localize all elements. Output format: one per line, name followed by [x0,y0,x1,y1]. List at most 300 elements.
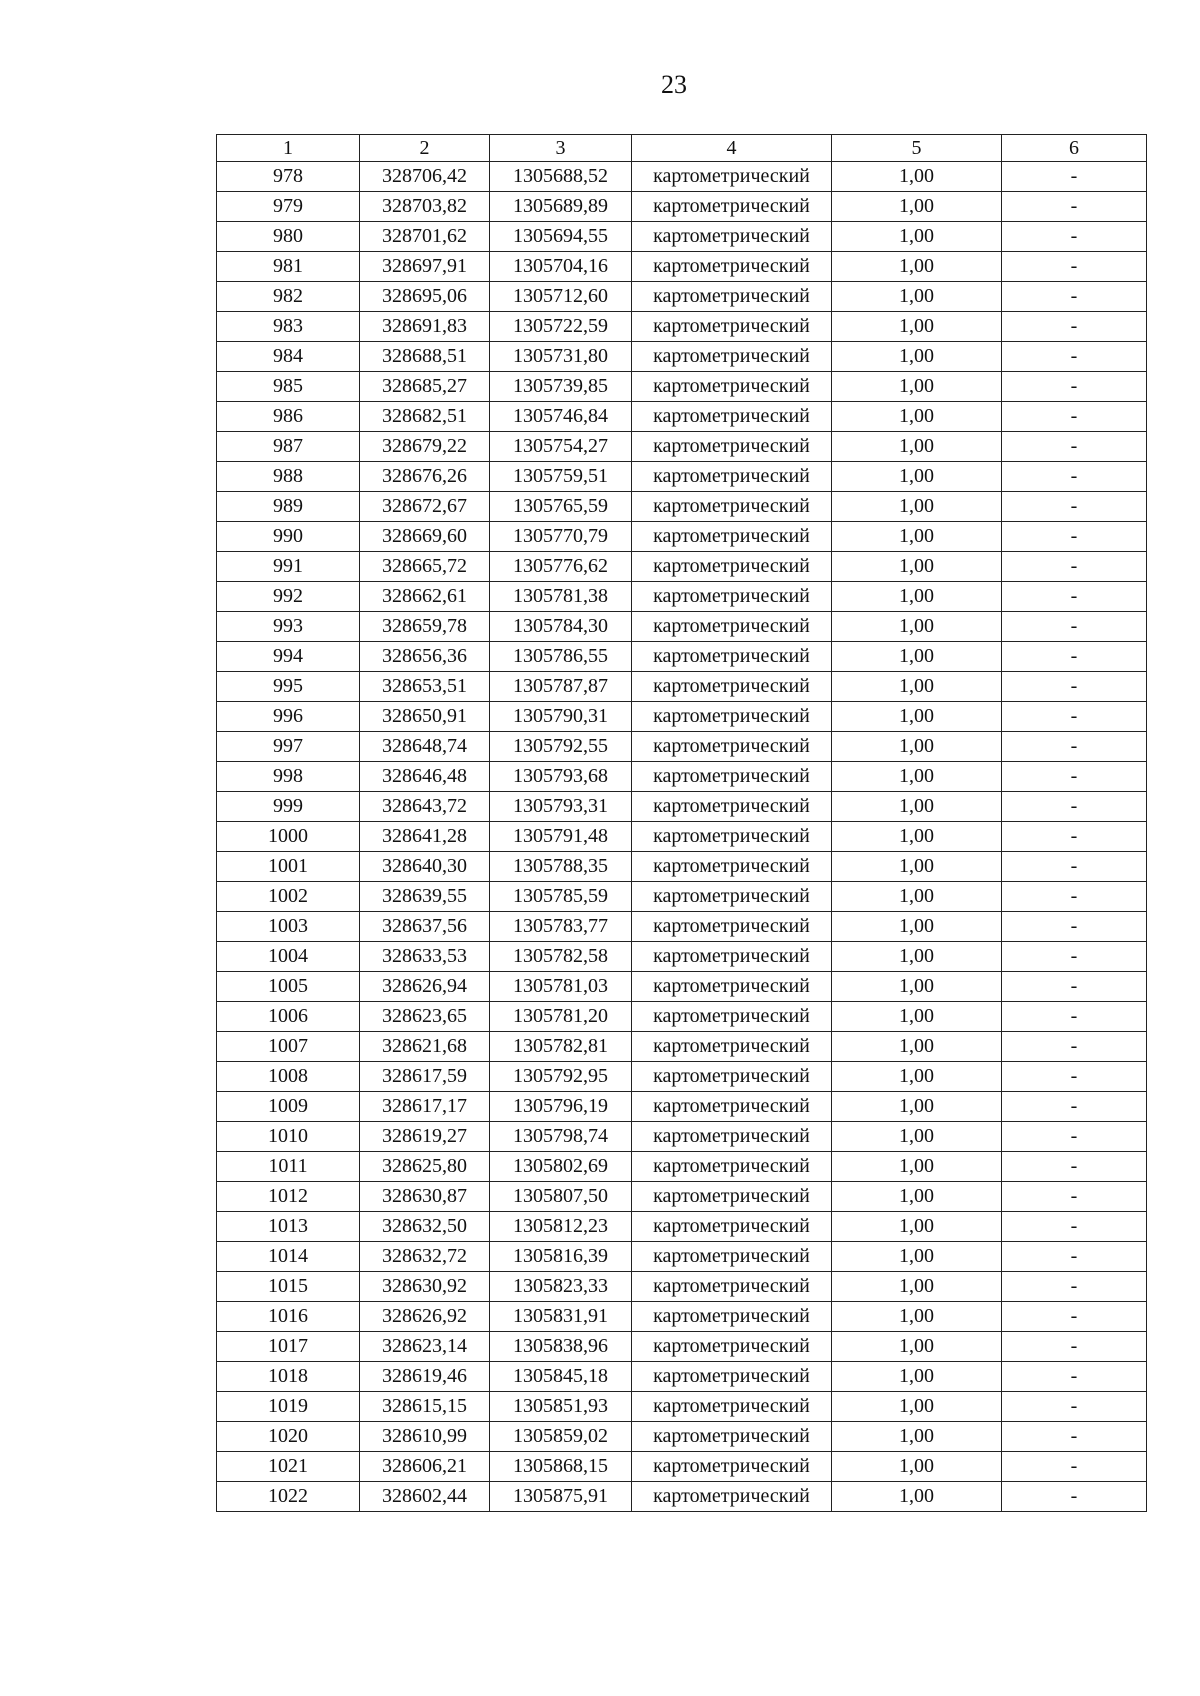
point-number-cell: 982 [217,282,360,312]
y-coordinate-cell: 1305694,55 [490,222,632,252]
method-cell: картометрический [632,372,832,402]
method-cell: картометрический [632,582,832,612]
y-coordinate-cell: 1305770,79 [490,522,632,552]
accuracy-cell: 1,00 [832,942,1002,972]
accuracy-cell: 1,00 [832,432,1002,462]
table-row [217,372,1147,402]
method-cell: картометрический [632,252,832,282]
note-cell: - [1002,672,1147,702]
y-coordinate-cell: 1305793,31 [490,792,632,822]
y-coordinate-cell: 1305798,74 [490,1122,632,1152]
accuracy-cell: 1,00 [832,1032,1002,1062]
method-cell: картометрический [632,462,832,492]
y-coordinate-cell: 1305823,33 [490,1272,632,1302]
x-coordinate-cell: 328615,15 [360,1392,490,1422]
accuracy-cell: 1,00 [832,402,1002,432]
y-coordinate-cell: 1305722,59 [490,312,632,342]
accuracy-cell: 1,00 [832,552,1002,582]
x-coordinate-cell: 328617,59 [360,1062,490,1092]
x-coordinate-cell: 328637,56 [360,912,490,942]
x-coordinate-cell: 328653,51 [360,672,490,702]
point-number-cell: 1002 [217,882,360,912]
table-row [217,462,1147,492]
table-row [217,552,1147,582]
y-coordinate-cell: 1305788,35 [490,852,632,882]
accuracy-cell: 1,00 [832,462,1002,492]
point-number-cell: 1014 [217,1242,360,1272]
page-number: 23 [661,70,687,99]
table-row [217,1302,1147,1332]
x-coordinate-cell: 328619,46 [360,1362,490,1392]
accuracy-cell: 1,00 [832,792,1002,822]
point-number-cell: 992 [217,582,360,612]
accuracy-cell: 1,00 [832,1182,1002,1212]
table-row [217,192,1147,222]
y-coordinate-cell: 1305791,48 [490,822,632,852]
accuracy-cell: 1,00 [832,1152,1002,1182]
table-body [217,162,1147,1512]
accuracy-cell: 1,00 [832,582,1002,612]
note-cell: - [1002,642,1147,672]
note-cell: - [1002,972,1147,1002]
note-cell: - [1002,282,1147,312]
y-coordinate-cell: 1305765,59 [490,492,632,522]
x-coordinate-cell: 328679,22 [360,432,490,462]
x-coordinate-cell: 328665,72 [360,552,490,582]
note-cell: - [1002,1272,1147,1302]
y-coordinate-cell: 1305739,85 [490,372,632,402]
point-number-cell: 1012 [217,1182,360,1212]
note-cell: - [1002,732,1147,762]
point-number-cell: 1000 [217,822,360,852]
x-coordinate-cell: 328688,51 [360,342,490,372]
table-row [217,492,1147,522]
note-cell: - [1002,1212,1147,1242]
note-cell: - [1002,612,1147,642]
method-cell: картометрический [632,792,832,822]
note-cell: - [1002,1002,1147,1032]
accuracy-cell: 1,00 [832,1392,1002,1422]
table-row [217,762,1147,792]
table-row [217,672,1147,702]
note-cell: - [1002,252,1147,282]
note-cell: - [1002,822,1147,852]
table-row [217,1422,1147,1452]
y-coordinate-cell: 1305868,15 [490,1452,632,1482]
accuracy-cell: 1,00 [832,1092,1002,1122]
point-number-cell: 1011 [217,1152,360,1182]
x-coordinate-cell: 328659,78 [360,612,490,642]
method-cell: картометрический [632,642,832,672]
method-cell: картометрический [632,1002,832,1032]
y-coordinate-cell: 1305746,84 [490,402,632,432]
note-cell: - [1002,1302,1147,1332]
note-cell: - [1002,312,1147,342]
note-cell: - [1002,552,1147,582]
x-coordinate-cell: 328706,42 [360,162,490,192]
table-header-row [217,135,1147,162]
y-coordinate-cell: 1305776,62 [490,552,632,582]
y-coordinate-cell: 1305807,50 [490,1182,632,1212]
method-cell: картометрический [632,1422,832,1452]
point-number-cell: 994 [217,642,360,672]
point-number-cell: 997 [217,732,360,762]
y-coordinate-cell: 1305859,02 [490,1422,632,1452]
y-coordinate-cell: 1305875,91 [490,1482,632,1512]
accuracy-cell: 1,00 [832,312,1002,342]
method-cell: картометрический [632,192,832,222]
method-cell: картометрический [632,282,832,312]
table-row [217,792,1147,822]
x-coordinate-cell: 328669,60 [360,522,490,552]
point-number-cell: 984 [217,342,360,372]
point-number-cell: 1013 [217,1212,360,1242]
x-coordinate-cell: 328606,21 [360,1452,490,1482]
x-coordinate-cell: 328610,99 [360,1422,490,1452]
method-cell: картометрический [632,1182,832,1212]
point-number-cell: 979 [217,192,360,222]
y-coordinate-cell: 1305816,39 [490,1242,632,1272]
point-number-cell: 996 [217,702,360,732]
note-cell: - [1002,222,1147,252]
accuracy-cell: 1,00 [832,522,1002,552]
note-cell: - [1002,1362,1147,1392]
note-cell: - [1002,1482,1147,1512]
y-coordinate-cell: 1305790,31 [490,702,632,732]
accuracy-cell: 1,00 [832,822,1002,852]
table-row [217,1032,1147,1062]
table-row [217,972,1147,1002]
method-cell: картометрический [632,222,832,252]
table-row [217,852,1147,882]
x-coordinate-cell: 328662,61 [360,582,490,612]
accuracy-cell: 1,00 [832,612,1002,642]
table-row [217,282,1147,312]
x-coordinate-cell: 328697,91 [360,252,490,282]
point-number-cell: 1007 [217,1032,360,1062]
point-number-cell: 1020 [217,1422,360,1452]
note-cell: - [1002,1092,1147,1122]
y-coordinate-cell: 1305838,96 [490,1332,632,1362]
table-row [217,402,1147,432]
method-cell: картометрический [632,672,832,702]
method-cell: картометрический [632,1212,832,1242]
note-cell: - [1002,492,1147,522]
y-coordinate-cell: 1305759,51 [490,462,632,492]
y-coordinate-cell: 1305781,20 [490,1002,632,1032]
table-row [217,582,1147,612]
table-row [217,1152,1147,1182]
note-cell: - [1002,1452,1147,1482]
method-cell: картометрический [632,402,832,432]
y-coordinate-cell: 1305793,68 [490,762,632,792]
accuracy-cell: 1,00 [832,1062,1002,1092]
accuracy-cell: 1,00 [832,282,1002,312]
table-row [217,1482,1147,1512]
coordinates-table [216,134,1147,1512]
x-coordinate-cell: 328626,92 [360,1302,490,1332]
x-coordinate-cell: 328676,26 [360,462,490,492]
table-row [217,1272,1147,1302]
point-number-cell: 978 [217,162,360,192]
method-cell: картометрический [632,1122,832,1152]
y-coordinate-cell: 1305831,91 [490,1302,632,1332]
x-coordinate-cell: 328643,72 [360,792,490,822]
note-cell: - [1002,1182,1147,1212]
note-cell: - [1002,402,1147,432]
table-row [217,912,1147,942]
x-coordinate-cell: 328639,55 [360,882,490,912]
accuracy-cell: 1,00 [832,1302,1002,1332]
accuracy-cell: 1,00 [832,762,1002,792]
y-coordinate-cell: 1305802,69 [490,1152,632,1182]
accuracy-cell: 1,00 [832,1242,1002,1272]
method-cell: картометрический [632,912,832,942]
y-coordinate-cell: 1305786,55 [490,642,632,672]
note-cell: - [1002,342,1147,372]
method-cell: картометрический [632,1092,832,1122]
method-cell: картометрический [632,552,832,582]
table-row [217,732,1147,762]
table-row [217,312,1147,342]
note-cell: - [1002,1332,1147,1362]
note-cell: - [1002,1422,1147,1452]
table-row [217,252,1147,282]
point-number-cell: 989 [217,492,360,522]
note-cell: - [1002,522,1147,552]
accuracy-cell: 1,00 [832,1422,1002,1452]
point-number-cell: 1005 [217,972,360,1002]
y-coordinate-cell: 1305754,27 [490,432,632,462]
note-cell: - [1002,942,1147,972]
table-row [217,1182,1147,1212]
table-row [217,432,1147,462]
accuracy-cell: 1,00 [832,1002,1002,1032]
accuracy-cell: 1,00 [832,702,1002,732]
method-cell: картометрический [632,1242,832,1272]
x-coordinate-cell: 328625,80 [360,1152,490,1182]
accuracy-cell: 1,00 [832,252,1002,282]
method-cell: картометрический [632,972,832,1002]
x-coordinate-cell: 328656,36 [360,642,490,672]
accuracy-cell: 1,00 [832,912,1002,942]
point-number-cell: 1004 [217,942,360,972]
point-number-cell: 981 [217,252,360,282]
table-row [217,162,1147,192]
note-cell: - [1002,852,1147,882]
x-coordinate-cell: 328617,17 [360,1092,490,1122]
note-cell: - [1002,1392,1147,1422]
y-coordinate-cell: 1305731,80 [490,342,632,372]
x-coordinate-cell: 328650,91 [360,702,490,732]
table-row [217,1122,1147,1152]
accuracy-cell: 1,00 [832,1362,1002,1392]
column-header: 4 [632,135,832,162]
y-coordinate-cell: 1305782,58 [490,942,632,972]
y-coordinate-cell: 1305792,95 [490,1062,632,1092]
x-coordinate-cell: 328672,67 [360,492,490,522]
x-coordinate-cell: 328623,14 [360,1332,490,1362]
point-number-cell: 988 [217,462,360,492]
x-coordinate-cell: 328602,44 [360,1482,490,1512]
method-cell: картометрический [632,1332,832,1362]
accuracy-cell: 1,00 [832,192,1002,222]
note-cell: - [1002,462,1147,492]
table-row [217,222,1147,252]
point-number-cell: 983 [217,312,360,342]
method-cell: картометрический [632,942,832,972]
table-row [217,642,1147,672]
method-cell: картометрический [632,1362,832,1392]
accuracy-cell: 1,00 [832,852,1002,882]
x-coordinate-cell: 328633,53 [360,942,490,972]
table-row [217,882,1147,912]
point-number-cell: 987 [217,432,360,462]
method-cell: картометрический [632,852,832,882]
y-coordinate-cell: 1305784,30 [490,612,632,642]
y-coordinate-cell: 1305812,23 [490,1212,632,1242]
table-row [217,822,1147,852]
point-number-cell: 1018 [217,1362,360,1392]
point-number-cell: 1003 [217,912,360,942]
method-cell: картометрический [632,822,832,852]
point-number-cell: 1008 [217,1062,360,1092]
point-number-cell: 1015 [217,1272,360,1302]
method-cell: картометрический [632,1272,832,1302]
table-row [217,942,1147,972]
method-cell: картометрический [632,1062,832,1092]
accuracy-cell: 1,00 [832,1332,1002,1362]
note-cell: - [1002,1122,1147,1152]
y-coordinate-cell: 1305689,89 [490,192,632,222]
accuracy-cell: 1,00 [832,222,1002,252]
x-coordinate-cell: 328632,72 [360,1242,490,1272]
column-header: 1 [217,135,360,162]
method-cell: картометрический [632,342,832,372]
table-row [217,1002,1147,1032]
note-cell: - [1002,372,1147,402]
column-header: 6 [1002,135,1147,162]
y-coordinate-cell: 1305781,03 [490,972,632,1002]
point-number-cell: 1019 [217,1392,360,1422]
method-cell: картометрический [632,882,832,912]
y-coordinate-cell: 1305845,18 [490,1362,632,1392]
x-coordinate-cell: 328640,30 [360,852,490,882]
method-cell: картометрический [632,762,832,792]
y-coordinate-cell: 1305712,60 [490,282,632,312]
x-coordinate-cell: 328630,87 [360,1182,490,1212]
note-cell: - [1002,192,1147,222]
y-coordinate-cell: 1305796,19 [490,1092,632,1122]
y-coordinate-cell: 1305785,59 [490,882,632,912]
point-number-cell: 999 [217,792,360,822]
note-cell: - [1002,432,1147,462]
note-cell: - [1002,912,1147,942]
method-cell: картометрический [632,312,832,342]
x-coordinate-cell: 328641,28 [360,822,490,852]
x-coordinate-cell: 328632,50 [360,1212,490,1242]
method-cell: картометрический [632,1392,832,1422]
y-coordinate-cell: 1305704,16 [490,252,632,282]
accuracy-cell: 1,00 [832,1212,1002,1242]
method-cell: картометрический [632,492,832,522]
point-number-cell: 1009 [217,1092,360,1122]
x-coordinate-cell: 328630,92 [360,1272,490,1302]
accuracy-cell: 1,00 [832,1272,1002,1302]
method-cell: картометрический [632,432,832,462]
x-coordinate-cell: 328701,62 [360,222,490,252]
note-cell: - [1002,792,1147,822]
table-row [217,1362,1147,1392]
x-coordinate-cell: 328685,27 [360,372,490,402]
x-coordinate-cell: 328619,27 [360,1122,490,1152]
point-number-cell: 1022 [217,1482,360,1512]
accuracy-cell: 1,00 [832,672,1002,702]
point-number-cell: 1016 [217,1302,360,1332]
point-number-cell: 985 [217,372,360,402]
y-coordinate-cell: 1305782,81 [490,1032,632,1062]
y-coordinate-cell: 1305792,55 [490,732,632,762]
point-number-cell: 1001 [217,852,360,882]
x-coordinate-cell: 328621,68 [360,1032,490,1062]
point-number-cell: 995 [217,672,360,702]
column-header: 3 [490,135,632,162]
note-cell: - [1002,882,1147,912]
y-coordinate-cell: 1305851,93 [490,1392,632,1422]
method-cell: картометрический [632,1482,832,1512]
y-coordinate-cell: 1305787,87 [490,672,632,702]
y-coordinate-cell: 1305688,52 [490,162,632,192]
point-number-cell: 998 [217,762,360,792]
x-coordinate-cell: 328682,51 [360,402,490,432]
point-number-cell: 1017 [217,1332,360,1362]
point-number-cell: 1006 [217,1002,360,1032]
method-cell: картометрический [632,522,832,552]
method-cell: картометрический [632,612,832,642]
point-number-cell: 1010 [217,1122,360,1152]
x-coordinate-cell: 328626,94 [360,972,490,1002]
method-cell: картометрический [632,732,832,762]
point-number-cell: 980 [217,222,360,252]
table-row [217,522,1147,552]
accuracy-cell: 1,00 [832,492,1002,522]
accuracy-cell: 1,00 [832,972,1002,1002]
table-row [217,1062,1147,1092]
x-coordinate-cell: 328703,82 [360,192,490,222]
point-number-cell: 990 [217,522,360,552]
table-row [217,342,1147,372]
table-row [217,1242,1147,1272]
accuracy-cell: 1,00 [832,162,1002,192]
x-coordinate-cell: 328623,65 [360,1002,490,1032]
table-row [217,702,1147,732]
point-number-cell: 1021 [217,1452,360,1482]
x-coordinate-cell: 328691,83 [360,312,490,342]
x-coordinate-cell: 328646,48 [360,762,490,792]
note-cell: - [1002,582,1147,612]
table-row [217,1092,1147,1122]
note-cell: - [1002,1032,1147,1062]
method-cell: картометрический [632,1032,832,1062]
x-coordinate-cell: 328695,06 [360,282,490,312]
method-cell: картометрический [632,702,832,732]
accuracy-cell: 1,00 [832,1452,1002,1482]
note-cell: - [1002,762,1147,792]
x-coordinate-cell: 328648,74 [360,732,490,762]
y-coordinate-cell: 1305781,38 [490,582,632,612]
table-row [217,1332,1147,1362]
table-row [217,1452,1147,1482]
